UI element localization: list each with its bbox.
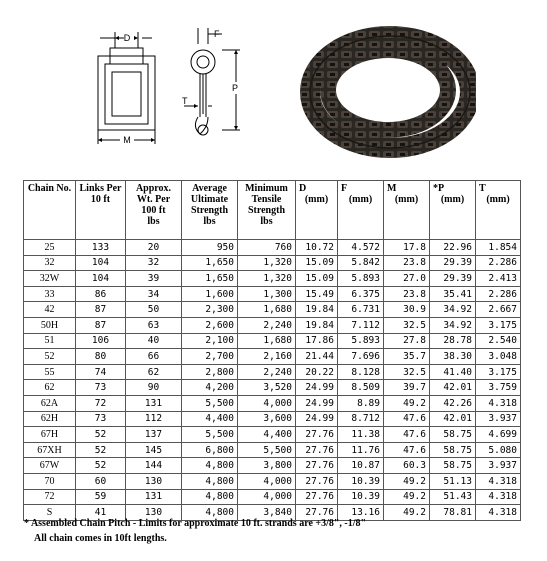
- cell-min-tensile-strength: 3,840: [238, 505, 296, 521]
- cell-f-mm: 5.893: [338, 271, 384, 287]
- cell-links-per-10ft: 60: [76, 473, 126, 489]
- header-avg-ultimate-strength: [182, 181, 238, 240]
- header-links-per-10ft: [76, 181, 126, 240]
- cell-d-mm: 15.49: [296, 286, 338, 302]
- cell-links-per-10ft: 87: [76, 317, 126, 333]
- cell-d-mm: 27.76: [296, 473, 338, 489]
- cell-avg-ultimate-strength: 1,650: [182, 271, 238, 287]
- header-d-mm: [296, 181, 338, 240]
- header-text: D: [299, 183, 307, 194]
- cell-chain-no: 70: [24, 473, 76, 489]
- cell-p-mm: 51.13: [430, 473, 476, 489]
- cell-chain-no: 55: [24, 364, 76, 380]
- link-side-view-diagram: [178, 22, 270, 152]
- cell-approx-weight: 90: [126, 380, 182, 396]
- header-text: Wt. Per: [136, 194, 171, 205]
- cell-d-mm: 15.09: [296, 255, 338, 271]
- cell-chain-no: 67H: [24, 427, 76, 443]
- cell-f-mm: 11.76: [338, 442, 384, 458]
- cell-approx-weight: 39: [126, 271, 182, 287]
- link-front-view-diagram: [90, 22, 170, 152]
- cell-chain-no: 32: [24, 255, 76, 271]
- cell-links-per-10ft: 86: [76, 286, 126, 302]
- cell-links-per-10ft: 41: [76, 505, 126, 521]
- cell-m-mm: 35.7: [384, 349, 430, 365]
- cell-min-tensile-strength: 4,000: [238, 489, 296, 505]
- cell-approx-weight: 32: [126, 255, 182, 271]
- cell-avg-ultimate-strength: 2,700: [182, 349, 238, 365]
- cell-t-mm: 4.318: [476, 505, 521, 521]
- cell-approx-weight: 40: [126, 333, 182, 349]
- cell-m-mm: 32.5: [384, 364, 430, 380]
- cell-min-tensile-strength: 4,000: [238, 395, 296, 411]
- cell-t-mm: 4.318: [476, 489, 521, 505]
- cell-f-mm: 6.731: [338, 302, 384, 318]
- cell-m-mm: 49.2: [384, 473, 430, 489]
- header-text: 100 ft: [141, 205, 166, 216]
- cell-links-per-10ft: 52: [76, 427, 126, 443]
- cell-m-mm: 39.7: [384, 380, 430, 396]
- table-row: [24, 286, 521, 302]
- cell-min-tensile-strength: 2,240: [238, 364, 296, 380]
- cell-d-mm: 24.99: [296, 411, 338, 427]
- cell-f-mm: 5.893: [338, 333, 384, 349]
- cell-f-mm: 11.38: [338, 427, 384, 443]
- header-t-mm: [476, 181, 521, 240]
- header-text: (mm): [440, 194, 465, 205]
- footnote-lengths: All chain comes in 10ft lengths.: [34, 533, 167, 544]
- header-text: *P: [433, 183, 445, 194]
- cell-p-mm: 38.30: [430, 349, 476, 365]
- header-text: Chain No.: [27, 183, 72, 194]
- cell-d-mm: 27.76: [296, 505, 338, 521]
- cell-approx-weight: 145: [126, 442, 182, 458]
- cell-p-mm: 29.39: [430, 271, 476, 287]
- table-row: [24, 442, 521, 458]
- cell-p-mm: 41.40: [430, 364, 476, 380]
- header-text: Links Per: [79, 183, 122, 194]
- table-row: [24, 333, 521, 349]
- cell-d-mm: 27.76: [296, 489, 338, 505]
- cell-avg-ultimate-strength: 4,800: [182, 458, 238, 474]
- table-row: [24, 411, 521, 427]
- cell-t-mm: 3.175: [476, 364, 521, 380]
- table-row: [24, 349, 521, 365]
- cell-m-mm: 49.2: [384, 505, 430, 521]
- cell-d-mm: 24.99: [296, 395, 338, 411]
- cell-min-tensile-strength: 1,680: [238, 302, 296, 318]
- cell-t-mm: 1.854: [476, 240, 521, 256]
- cell-avg-ultimate-strength: 2,300: [182, 302, 238, 318]
- cell-p-mm: 58.75: [430, 458, 476, 474]
- header-text: Tensile: [251, 194, 282, 205]
- header-approx-weight: [126, 181, 182, 240]
- header-text: lbs: [203, 216, 216, 227]
- cell-links-per-10ft: 133: [76, 240, 126, 256]
- header-text: (mm): [348, 194, 373, 205]
- table-row: [24, 240, 521, 256]
- cell-m-mm: 27.8: [384, 333, 430, 349]
- cell-f-mm: 7.696: [338, 349, 384, 365]
- cell-t-mm: 3.759: [476, 380, 521, 396]
- table-row: [24, 317, 521, 333]
- cell-min-tensile-strength: 1,680: [238, 333, 296, 349]
- table-row: [24, 458, 521, 474]
- cell-links-per-10ft: 73: [76, 411, 126, 427]
- cell-avg-ultimate-strength: 5,500: [182, 395, 238, 411]
- cell-approx-weight: 144: [126, 458, 182, 474]
- header-text: Strength: [190, 205, 229, 216]
- header-text: M: [387, 183, 397, 194]
- cell-m-mm: 23.8: [384, 286, 430, 302]
- table-header-row: [24, 181, 521, 240]
- cell-p-mm: 34.92: [430, 302, 476, 318]
- cell-m-mm: 60.3: [384, 458, 430, 474]
- cell-avg-ultimate-strength: 5,500: [182, 427, 238, 443]
- cell-chain-no: 52: [24, 349, 76, 365]
- cell-t-mm: 3.048: [476, 349, 521, 365]
- header-text: (mm): [486, 194, 510, 205]
- header-text: (mm): [304, 194, 329, 205]
- cell-m-mm: 23.8: [384, 255, 430, 271]
- cell-m-mm: 47.6: [384, 427, 430, 443]
- cell-avg-ultimate-strength: 6,800: [182, 442, 238, 458]
- cell-avg-ultimate-strength: 4,800: [182, 473, 238, 489]
- cell-f-mm: 8.509: [338, 380, 384, 396]
- cell-approx-weight: 66: [126, 349, 182, 365]
- cell-chain-no: S: [24, 505, 76, 521]
- cell-d-mm: 24.99: [296, 380, 338, 396]
- footnote-pitch: * Assembled Chain Pitch - Limits for approximate 10 ft. strands are +3/8", -1/8": [24, 518, 367, 529]
- cell-approx-weight: 50: [126, 302, 182, 318]
- cell-chain-no: 32W: [24, 271, 76, 287]
- cell-p-mm: 28.78: [430, 333, 476, 349]
- cell-avg-ultimate-strength: 950: [182, 240, 238, 256]
- cell-chain-no: 25: [24, 240, 76, 256]
- table-row: [24, 271, 521, 287]
- header-text: Average: [192, 183, 227, 194]
- cell-avg-ultimate-strength: 2,100: [182, 333, 238, 349]
- header-text: (mm): [394, 194, 419, 205]
- header-chain-no: [24, 181, 76, 240]
- cell-min-tensile-strength: 1,320: [238, 255, 296, 271]
- cell-t-mm: 3.175: [476, 317, 521, 333]
- cell-p-mm: 58.75: [430, 442, 476, 458]
- header-text: Minimum: [245, 183, 288, 194]
- table-row: [24, 302, 521, 318]
- cell-min-tensile-strength: 3,520: [238, 380, 296, 396]
- cell-d-mm: 27.76: [296, 458, 338, 474]
- cell-p-mm: 35.41: [430, 286, 476, 302]
- cell-chain-no: 33: [24, 286, 76, 302]
- label-t: T: [182, 96, 188, 106]
- cell-approx-weight: 131: [126, 489, 182, 505]
- chain-specs-table: [23, 180, 521, 521]
- cell-m-mm: 49.2: [384, 395, 430, 411]
- cell-min-tensile-strength: 3,600: [238, 411, 296, 427]
- table-row: [24, 489, 521, 505]
- cell-approx-weight: 137: [126, 427, 182, 443]
- cell-t-mm: 4.318: [476, 473, 521, 489]
- cell-chain-no: 67XH: [24, 442, 76, 458]
- cell-links-per-10ft: 73: [76, 380, 126, 396]
- table-row: [24, 364, 521, 380]
- cell-d-mm: 17.86: [296, 333, 338, 349]
- cell-links-per-10ft: 59: [76, 489, 126, 505]
- header-p-mm: [430, 181, 476, 240]
- cell-d-mm: 15.09: [296, 271, 338, 287]
- table-row: [24, 473, 521, 489]
- cell-chain-no: 50H: [24, 317, 76, 333]
- cell-d-mm: 19.84: [296, 317, 338, 333]
- cell-min-tensile-strength: 4,400: [238, 427, 296, 443]
- cell-m-mm: 17.8: [384, 240, 430, 256]
- cell-p-mm: 42.01: [430, 380, 476, 396]
- cell-links-per-10ft: 104: [76, 271, 126, 287]
- header-text: 10 ft: [90, 194, 111, 205]
- cell-d-mm: 19.84: [296, 302, 338, 318]
- cell-m-mm: 27.0: [384, 271, 430, 287]
- cell-d-mm: 20.22: [296, 364, 338, 380]
- cell-t-mm: 5.080: [476, 442, 521, 458]
- cell-p-mm: 51.43: [430, 489, 476, 505]
- cell-chain-no: 62A: [24, 395, 76, 411]
- cell-m-mm: 30.9: [384, 302, 430, 318]
- cell-chain-no: 42: [24, 302, 76, 318]
- cell-approx-weight: 62: [126, 364, 182, 380]
- cell-m-mm: 47.6: [384, 411, 430, 427]
- header-text: F: [341, 183, 348, 194]
- label-f: F: [214, 29, 220, 39]
- cell-d-mm: 21.44: [296, 349, 338, 365]
- cell-chain-no: 62: [24, 380, 76, 396]
- cell-f-mm: 6.375: [338, 286, 384, 302]
- cell-t-mm: 2.286: [476, 286, 521, 302]
- cell-p-mm: 34.92: [430, 317, 476, 333]
- table-row: [24, 427, 521, 443]
- cell-links-per-10ft: 80: [76, 349, 126, 365]
- header-text: Ultimate: [190, 194, 229, 205]
- cell-t-mm: 2.540: [476, 333, 521, 349]
- cell-f-mm: 10.39: [338, 489, 384, 505]
- cell-m-mm: 47.6: [384, 442, 430, 458]
- cell-chain-no: 67W: [24, 458, 76, 474]
- cell-avg-ultimate-strength: 4,400: [182, 411, 238, 427]
- cell-m-mm: 49.2: [384, 489, 430, 505]
- figures-area: [0, 0, 547, 178]
- table-row: [24, 395, 521, 411]
- header-min-tensile-strength: [238, 181, 296, 240]
- cell-min-tensile-strength: 1,320: [238, 271, 296, 287]
- cell-d-mm: 27.76: [296, 427, 338, 443]
- cell-approx-weight: 130: [126, 473, 182, 489]
- cell-f-mm: 4.572: [338, 240, 384, 256]
- cell-p-mm: 58.75: [430, 427, 476, 443]
- cell-t-mm: 4.699: [476, 427, 521, 443]
- cell-d-mm: 10.72: [296, 240, 338, 256]
- cell-links-per-10ft: 72: [76, 395, 126, 411]
- chain-coil-photo: [298, 20, 476, 160]
- cell-chain-no: 62H: [24, 411, 76, 427]
- cell-min-tensile-strength: 1,300: [238, 286, 296, 302]
- cell-chain-no: 51: [24, 333, 76, 349]
- cell-avg-ultimate-strength: 2,800: [182, 364, 238, 380]
- cell-p-mm: 42.01: [430, 411, 476, 427]
- cell-min-tensile-strength: 760: [238, 240, 296, 256]
- cell-avg-ultimate-strength: 4,800: [182, 505, 238, 521]
- cell-f-mm: 10.39: [338, 473, 384, 489]
- cell-approx-weight: 20: [126, 240, 182, 256]
- cell-min-tensile-strength: 2,240: [238, 317, 296, 333]
- cell-avg-ultimate-strength: 4,200: [182, 380, 238, 396]
- cell-approx-weight: 130: [126, 505, 182, 521]
- cell-t-mm: 3.937: [476, 458, 521, 474]
- cell-approx-weight: 112: [126, 411, 182, 427]
- cell-links-per-10ft: 106: [76, 333, 126, 349]
- cell-f-mm: 8.89: [338, 395, 384, 411]
- cell-avg-ultimate-strength: 2,600: [182, 317, 238, 333]
- cell-t-mm: 2.286: [476, 255, 521, 271]
- cell-links-per-10ft: 104: [76, 255, 126, 271]
- cell-d-mm: 27.76: [296, 442, 338, 458]
- cell-t-mm: 2.667: [476, 302, 521, 318]
- cell-t-mm: 2.413: [476, 271, 521, 287]
- cell-m-mm: 32.5: [384, 317, 430, 333]
- label-p: P: [232, 83, 239, 93]
- cell-chain-no: 72: [24, 489, 76, 505]
- table-row: [24, 380, 521, 396]
- cell-min-tensile-strength: 2,160: [238, 349, 296, 365]
- table-row: [24, 255, 521, 271]
- cell-t-mm: 4.318: [476, 395, 521, 411]
- cell-min-tensile-strength: 3,800: [238, 458, 296, 474]
- cell-p-mm: 29.39: [430, 255, 476, 271]
- cell-links-per-10ft: 74: [76, 364, 126, 380]
- cell-p-mm: 78.81: [430, 505, 476, 521]
- cell-p-mm: 22.96: [430, 240, 476, 256]
- cell-links-per-10ft: 87: [76, 302, 126, 318]
- label-d: D: [123, 33, 131, 43]
- cell-min-tensile-strength: 4,000: [238, 473, 296, 489]
- table-body: [24, 240, 521, 521]
- header-text: T: [479, 183, 486, 194]
- cell-min-tensile-strength: 5,500: [238, 442, 296, 458]
- cell-f-mm: 8.712: [338, 411, 384, 427]
- cell-avg-ultimate-strength: 1,650: [182, 255, 238, 271]
- cell-avg-ultimate-strength: 4,800: [182, 489, 238, 505]
- header-text: lbs: [260, 216, 273, 227]
- cell-f-mm: 10.87: [338, 458, 384, 474]
- cell-approx-weight: 34: [126, 286, 182, 302]
- cell-approx-weight: 63: [126, 317, 182, 333]
- cell-f-mm: 13.16: [338, 505, 384, 521]
- header-text: Strength: [247, 205, 286, 216]
- cell-avg-ultimate-strength: 1,600: [182, 286, 238, 302]
- cell-f-mm: 8.128: [338, 364, 384, 380]
- footnotes: [24, 516, 366, 546]
- header-f-mm: [338, 181, 384, 240]
- cell-f-mm: 7.112: [338, 317, 384, 333]
- cell-links-per-10ft: 52: [76, 442, 126, 458]
- label-m: M: [123, 135, 131, 145]
- cell-approx-weight: 131: [126, 395, 182, 411]
- cell-links-per-10ft: 52: [76, 458, 126, 474]
- header-text: lbs: [147, 216, 160, 227]
- cell-p-mm: 42.26: [430, 395, 476, 411]
- cell-t-mm: 3.937: [476, 411, 521, 427]
- header-text: Approx.: [135, 183, 172, 194]
- header-m-mm: [384, 181, 430, 240]
- cell-f-mm: 5.842: [338, 255, 384, 271]
